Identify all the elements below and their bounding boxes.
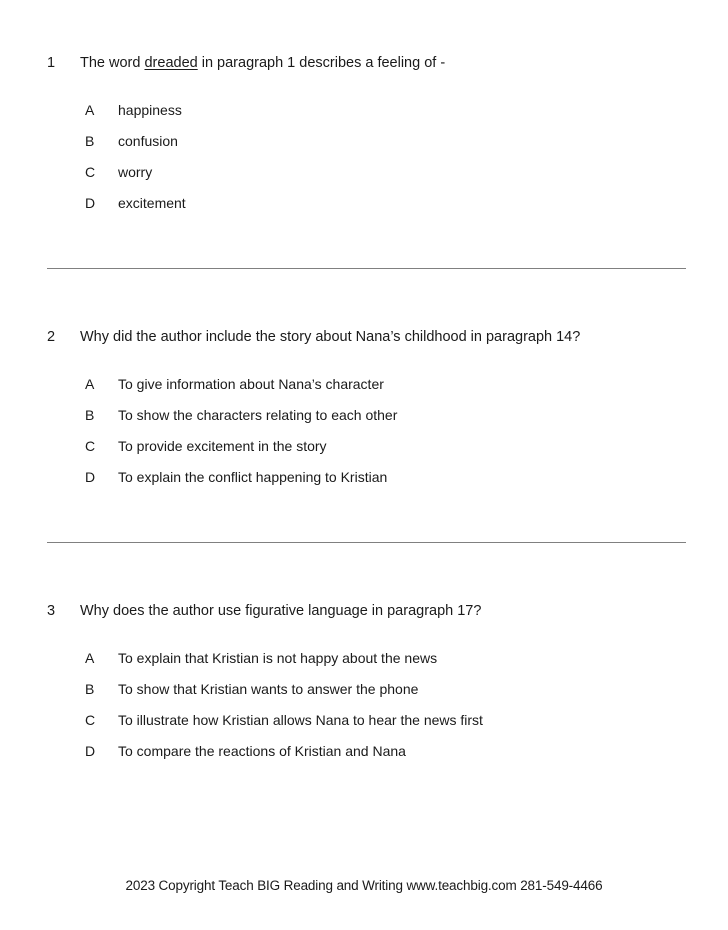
option-row[interactable] — [85, 710, 728, 741]
option-text: To show the characters relating to each other — [118, 407, 398, 423]
option-row[interactable] — [85, 679, 728, 710]
option-letter: B — [85, 681, 95, 697]
option-letter: B — [85, 407, 95, 423]
stem-underlined-word: dreaded — [144, 55, 198, 71]
option-text: To give information about Nana’s character — [118, 376, 384, 392]
option-letter: A — [85, 650, 95, 666]
option-text: To illustrate how Kristian allows Nana to hear the news first — [118, 712, 483, 728]
option-text: To compare the reactions of Kristian and Nana — [118, 743, 406, 759]
option-text: To show that Kristian wants to answer the phone — [118, 681, 419, 697]
option-letter: A — [85, 102, 95, 118]
page-footer: 2023 Copyright Teach BIG Reading and Writing www.teachbig.com 281-549-4466 — [125, 878, 603, 893]
option-letter: B — [85, 133, 95, 149]
question-number-2: 2 — [47, 329, 56, 345]
option-row[interactable] — [85, 131, 728, 162]
options-list-2 — [0, 374, 728, 498]
option-text: excitement — [118, 195, 186, 211]
spacer — [0, 498, 728, 542]
option-row[interactable] — [85, 467, 728, 498]
question-number-1: 1 — [47, 55, 56, 71]
option-text: To explain the conflict happening to Kristian — [118, 469, 388, 485]
options-list-3 — [0, 648, 728, 772]
option-text: happiness — [118, 102, 182, 118]
question-stem-3 — [0, 600, 728, 622]
option-text: To explain that Kristian is not happy about the news — [118, 650, 438, 666]
question-number-3: 3 — [47, 603, 56, 619]
option-text: worry — [118, 164, 153, 180]
question-stem-1 — [0, 52, 728, 74]
options-list-1 — [0, 100, 728, 224]
option-row[interactable] — [85, 162, 728, 193]
option-letter: D — [85, 469, 96, 485]
option-row[interactable] — [85, 648, 728, 679]
question-text-2: Why did the author include the story about Nana’s childhood in paragraph 14? — [80, 329, 581, 345]
option-row[interactable] — [85, 193, 728, 224]
option-letter: C — [85, 164, 96, 180]
question-block-2 — [0, 326, 728, 498]
option-text: To provide excitement in the story — [118, 438, 327, 454]
question-text-3: Why does the author use figurative language in paragraph 17? — [80, 603, 482, 619]
option-row[interactable] — [85, 405, 728, 436]
option-text: confusion — [118, 133, 178, 149]
option-letter: A — [85, 376, 95, 392]
question-block-3 — [0, 600, 728, 772]
option-letter: C — [85, 438, 96, 454]
option-row[interactable] — [85, 436, 728, 467]
question-text-1 — [80, 52, 688, 74]
option-letter: C — [85, 712, 96, 728]
option-letter: D — [85, 195, 96, 211]
question-block-1 — [0, 52, 728, 224]
option-letter: D — [85, 743, 96, 759]
question-stem-2 — [0, 326, 728, 348]
spacer — [0, 543, 728, 600]
option-row[interactable] — [85, 374, 728, 405]
option-row[interactable] — [85, 741, 728, 772]
spacer — [0, 269, 728, 326]
stem-segment: in paragraph 1 describes a feeling of - — [197, 55, 446, 71]
spacer — [0, 224, 728, 268]
question-list — [0, 52, 728, 772]
stem-segment: The word — [80, 55, 145, 71]
option-row[interactable] — [85, 100, 728, 131]
